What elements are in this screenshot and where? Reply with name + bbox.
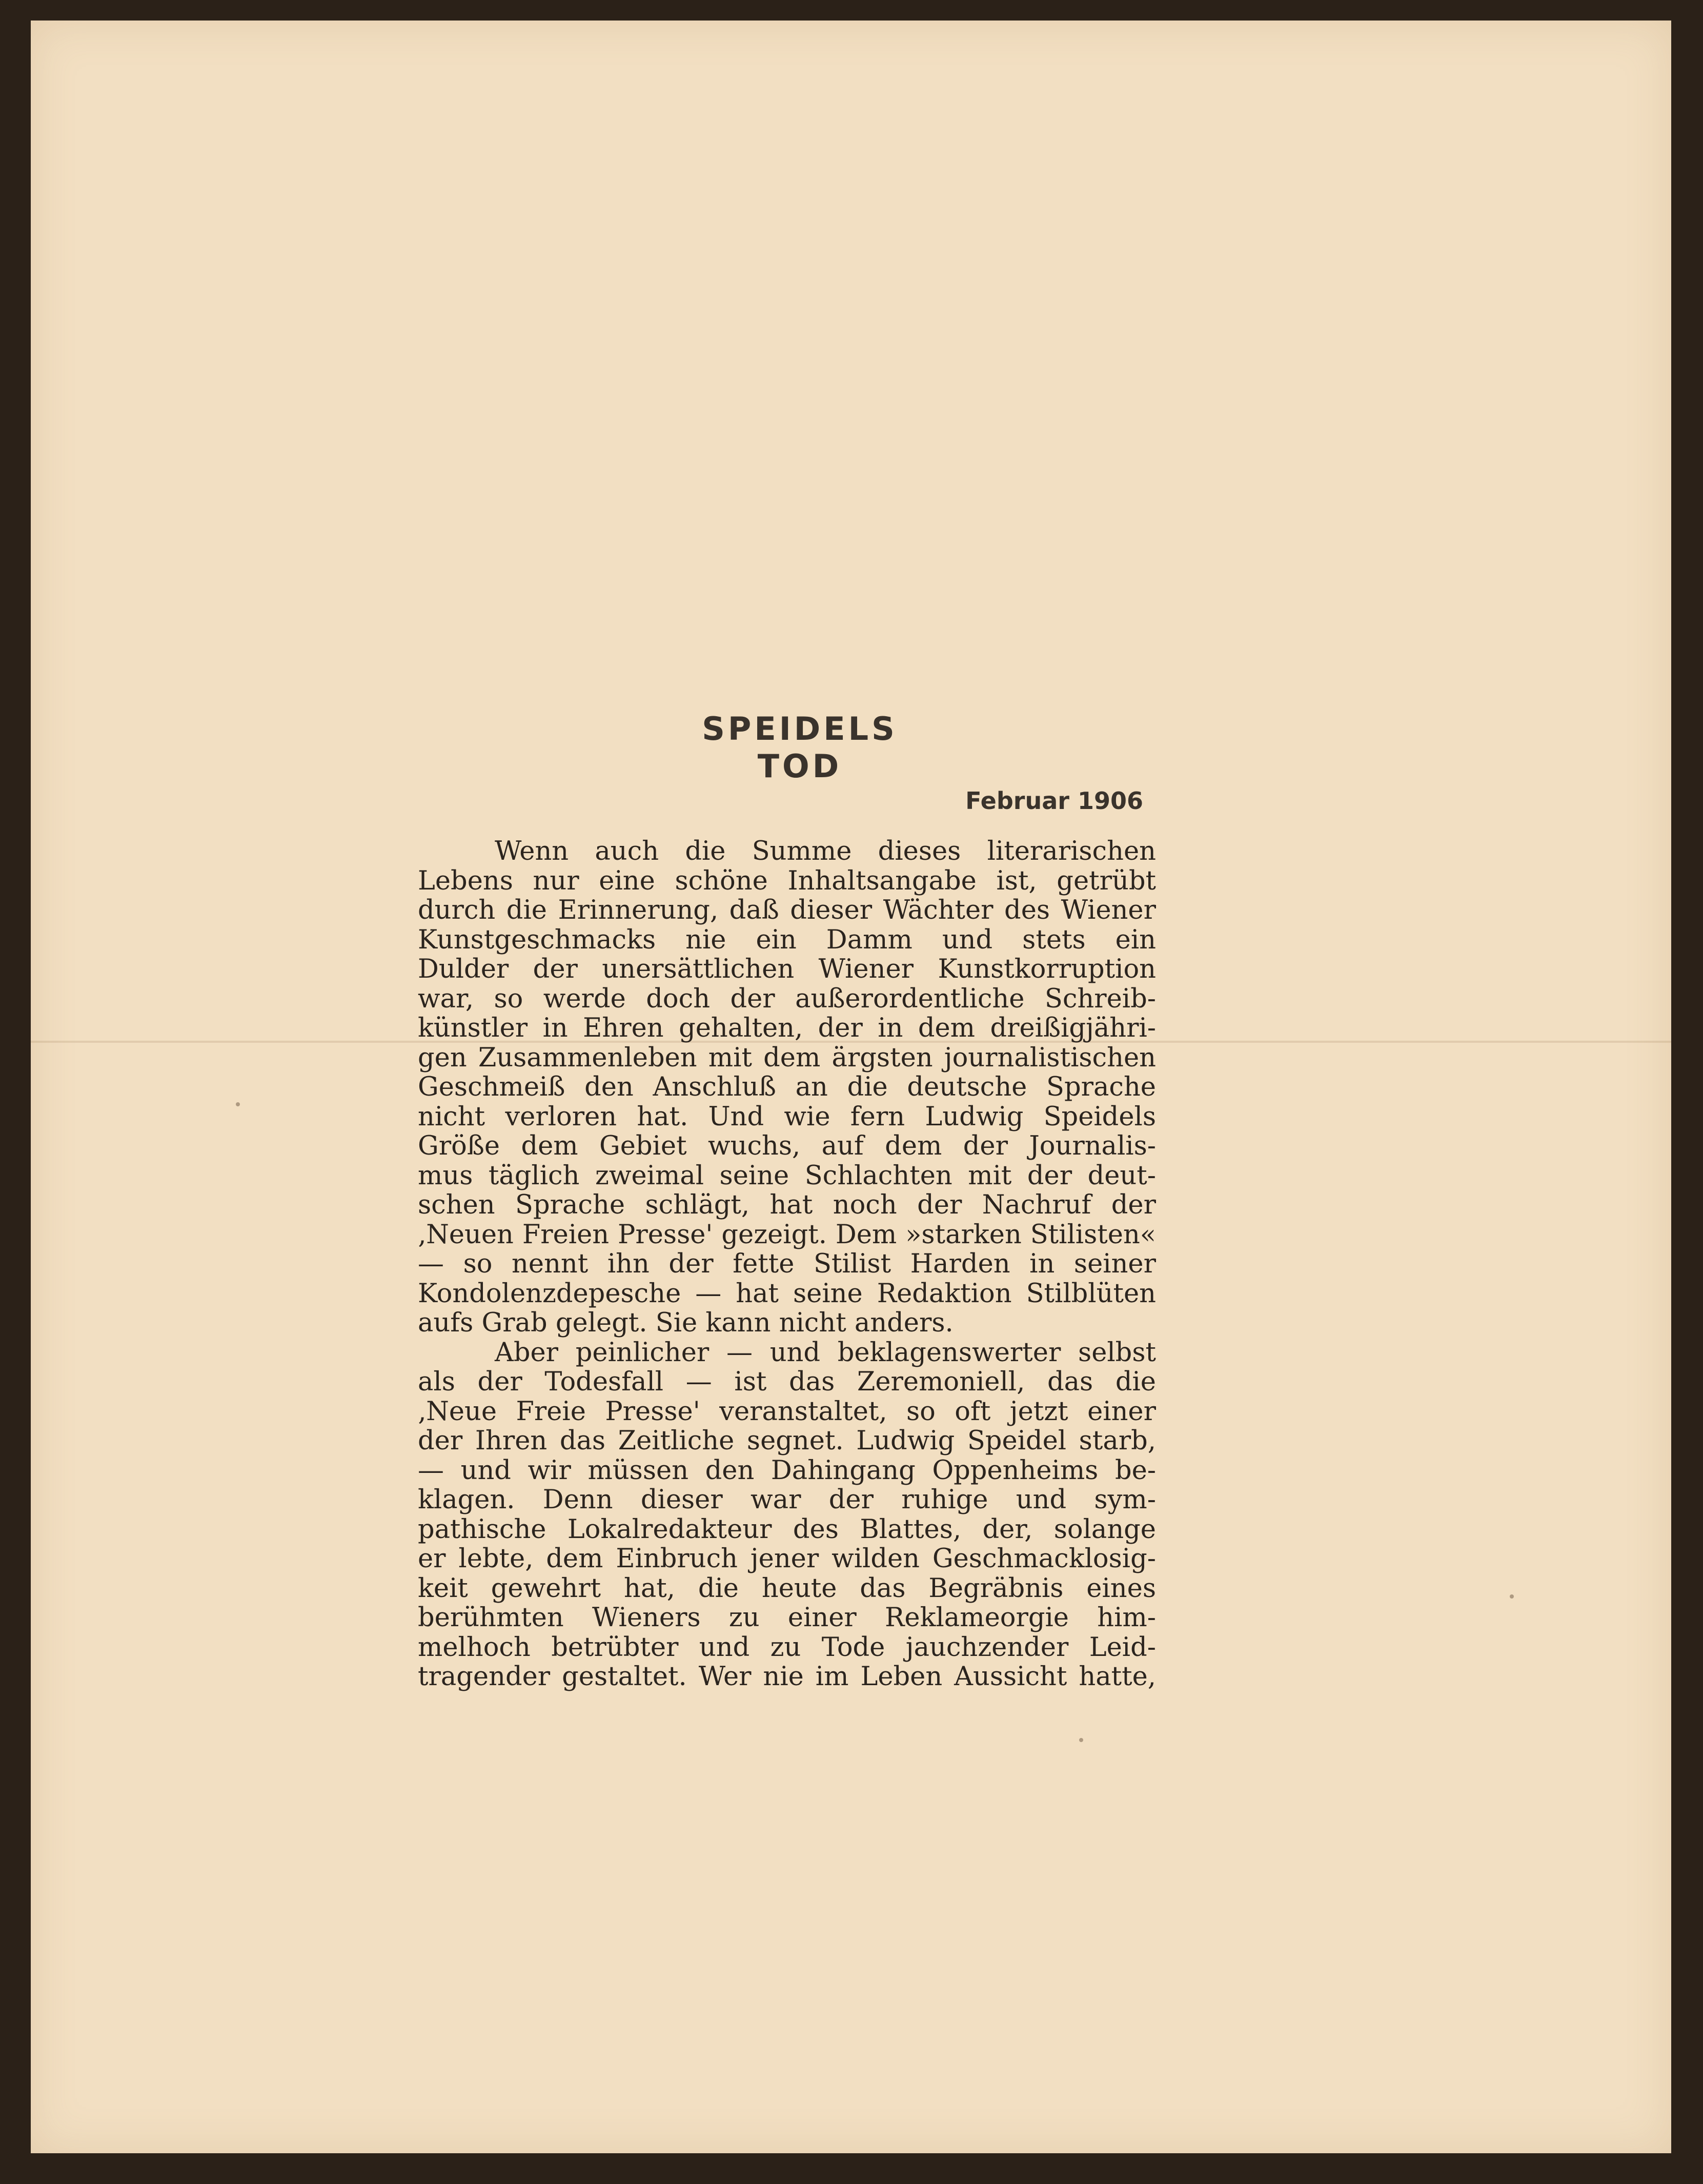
text-line: — und wir müssen den Dahingang Oppenheims be- — [418, 1455, 1156, 1485]
text-line: ‚Neue Freie Presse' veranstaltet, so oft jetzt einer — [418, 1397, 1156, 1426]
text-line: Dulder der unersättlichen Wiener Kunstkorruption — [418, 955, 1156, 984]
text-line: Geschmeiß den Anschluß an die deutsche Sprache — [418, 1073, 1156, 1102]
text-line: künstler in Ehren gehalten, der in dem dreißigjähri- — [418, 1014, 1156, 1043]
document-body — [418, 837, 1156, 1692]
text-line: ‚Neuen Freien Presse' gezeigt. Dem »starken Stilisten« — [418, 1220, 1156, 1249]
text-line: Kunstgeschmacks nie ein Damm und stets ein — [418, 925, 1156, 955]
document-date: Februar 1906 — [965, 787, 1143, 815]
paper-speck — [1079, 1738, 1083, 1742]
paper-speck — [1510, 1594, 1514, 1599]
text-line: pathische Lokalredakteur des Blattes, der, solange — [418, 1514, 1156, 1544]
text-line: aufs Grab gelegt. Sie kann nicht anders. — [418, 1308, 954, 1338]
text-line: keit gewehrt hat, die heute das Begräbnis eines — [418, 1573, 1156, 1603]
text-line: berühmten Wieners zu einer Reklameorgie him- — [418, 1603, 1156, 1633]
document-title: SPEIDELS TOD — [702, 710, 898, 785]
text-line: war, so werde doch der außerordentliche Schreib- — [418, 984, 1156, 1014]
text-line: Größe dem Gebiet wuchs, auf dem der Journalis- — [418, 1131, 1156, 1161]
text-line: tragender gestaltet. Wer nie im Leben Aussicht hatte, — [418, 1662, 1156, 1692]
text-line: Aber peinlicher — und beklagenswerter selbst — [495, 1338, 1156, 1367]
text-line: er lebte, dem Einbruch jener wilden Geschmacklosig- — [418, 1544, 1156, 1574]
text-line: mus täglich zweimal seine Schlachten mit der deut- — [418, 1161, 1156, 1190]
text-line: durch die Erinnerung, daß dieser Wächter des Wiener — [418, 896, 1156, 925]
text-line: Kondolenzdepesche — hat seine Redaktion Stilblüten — [418, 1279, 1156, 1308]
text-line: schen Sprache schlägt, hat noch der Nachruf der — [418, 1190, 1156, 1220]
text-line: Lebens nur eine schöne Inhaltsangabe ist, getrübt — [418, 866, 1156, 896]
text-line: klagen. Denn dieser war der ruhige und sym- — [418, 1485, 1156, 1515]
text-line: Wenn auch die Summe dieses literarischen — [495, 837, 1156, 866]
text-line: nicht verloren hat. Und wie fern Ludwig Speidels — [418, 1102, 1156, 1131]
paper-speck — [236, 1102, 240, 1106]
text-line: — so nennt ihn der fette Stilist Harden in seiner — [418, 1249, 1156, 1279]
text-line: der Ihren das Zeitliche segnet. Ludwig Speidel starb, — [418, 1426, 1156, 1456]
text-line: als der Todesfall — ist das Zeremoniell, das die — [418, 1367, 1156, 1397]
text-line: gen Zusammenleben mit dem ärgsten journalistischen — [418, 1043, 1156, 1073]
text-line: melhoch betrübter und zu Tode jauchzender Leid- — [418, 1632, 1156, 1662]
